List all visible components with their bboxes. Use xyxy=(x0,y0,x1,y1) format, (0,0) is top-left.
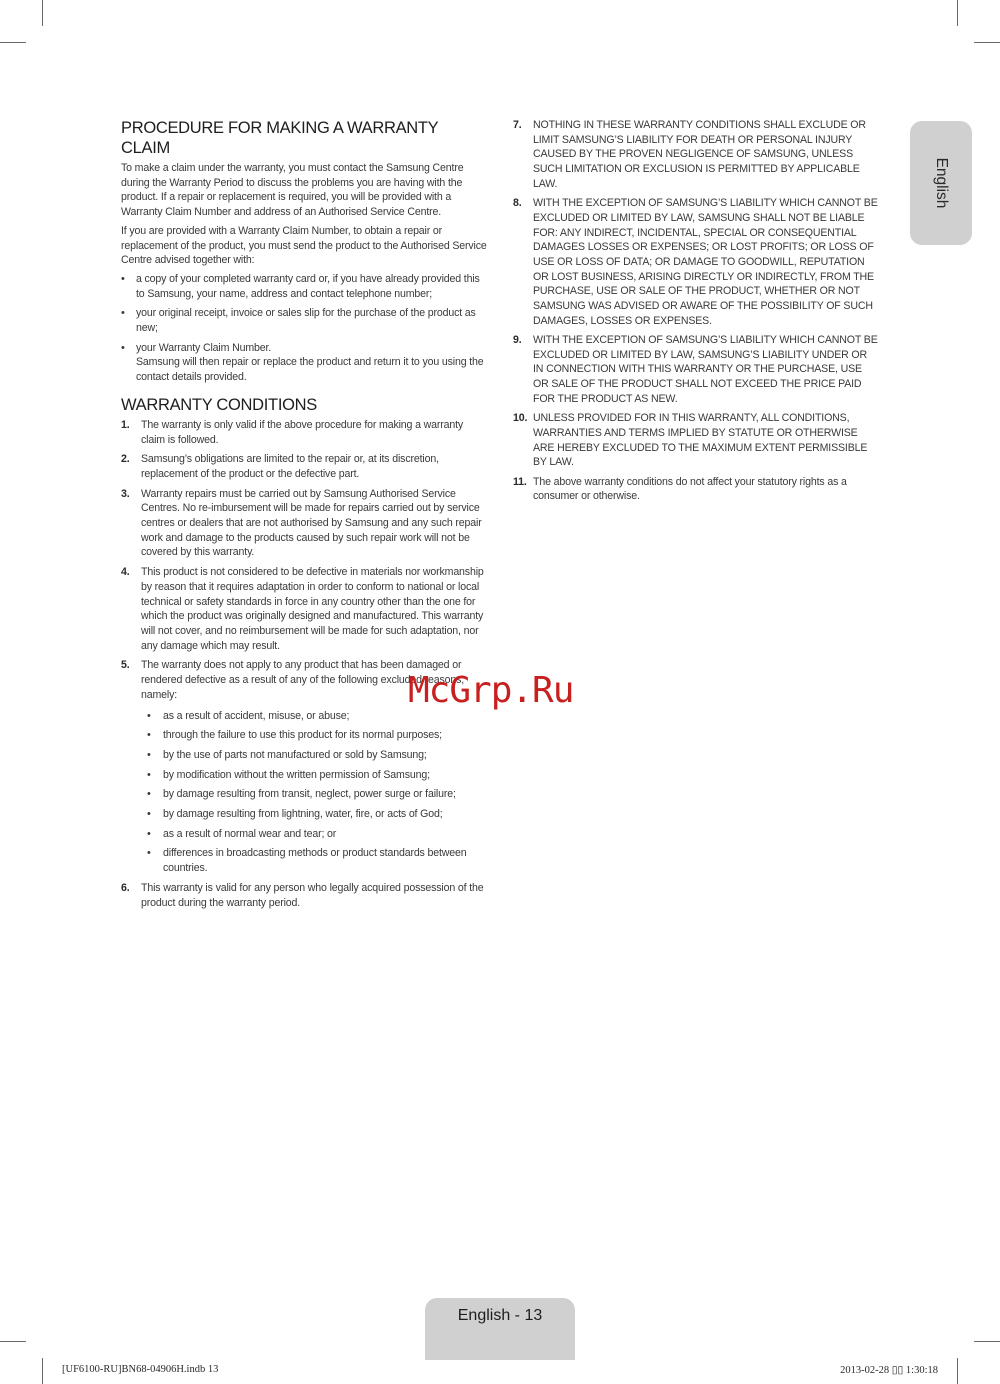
procedure-title: PROCEDURE FOR MAKING A WARRANTY CLAIM xyxy=(121,119,439,157)
crop-mark xyxy=(974,1341,1000,1342)
procedure-closing: Samsung will then repair or replace the product and return it to you using the contact details provided. xyxy=(136,356,484,384)
condition-item: 5. The warranty does not apply to any product that has been damaged or rendered defective as a result of any of the following excluded reasons, namely: • as a result of accident, misuse, or abuse; • through the failure to use this product for its normal purposes; • by the use of parts not manufactured or sold by Samsung; • by modification without the written permission of Samsung; • by damage resulting from transit, neglect, power surge or failure; • by damage resulting from lightning, water, fire, or acts of God; • as a result of normal wear and tear; or • differences in broadcasting methods or product standards between countries. xyxy=(121,658,487,875)
procedure-bullet-list xyxy=(121,272,487,385)
list-item: • a copy of your completed warranty card or, if you have already provided this to Samsung, your name, address and contact telephone number; xyxy=(121,272,487,301)
conditions-list-continued xyxy=(513,118,879,504)
list-item: • your Warranty Claim Number. Samsung will then repair or replace the product and return it to you using the contact details provided. xyxy=(121,341,487,385)
crop-mark xyxy=(0,42,26,43)
page-number-tab xyxy=(425,1298,575,1360)
page-number-label: English - 13 xyxy=(457,1307,543,1324)
language-side-tab xyxy=(910,121,972,245)
exclusions-list xyxy=(141,709,487,876)
footer-timestamp: 2013-02-28 ▯▯ 1:30:18 xyxy=(840,1365,938,1376)
list-item: • as a result of accident, misuse, or abuse; xyxy=(141,709,487,724)
list-item: • by damage resulting from lightning, water, fire, or acts of God; xyxy=(141,807,487,822)
list-item: • differences in broadcasting methods or product standards between countries. xyxy=(141,846,487,875)
condition-item: 7. NOTHING IN THESE WARRANTY CONDITIONS SHALL EXCLUDE OR LIMIT SAMSUNG’S LIABILITY FOR DEATH OR PERSONAL INJURY CAUSED BY THE PROVEN NEGLIGENCE OF SAMSUNG, UNLESS SUCH LIMITATION OR EXCLUSION IS PERMITTED BY APPLICABLE LAW. xyxy=(513,119,866,190)
procedure-paragraph: To make a claim under the warranty, you must contact the Samsung Centre during the Warranty Period to discuss the problems you are having with the product. If a repair or replacement is required, you will be provided with a Warranty Claim Number and address of an Authorised Service Centre. xyxy=(121,162,464,219)
list-item: • your original receipt, invoice or sales slip for the purchase of the product as new; xyxy=(121,306,487,335)
crop-mark xyxy=(957,1358,958,1384)
crop-mark xyxy=(974,42,1000,43)
left-column xyxy=(121,118,487,915)
crop-mark xyxy=(42,0,43,26)
list-item: • as a result of normal wear and tear; or xyxy=(141,827,487,842)
procedure-paragraph: If you are provided with a Warranty Claim Number, to obtain a repair or replacement of the product, you must send the product to the Authorised Service Centre advised together with: xyxy=(121,224,487,267)
list-item: • by the use of parts not manufactured or sold by Samsung; xyxy=(141,748,487,763)
language-tab-label: English xyxy=(933,157,950,209)
crop-mark xyxy=(42,1358,43,1384)
condition-item: 2. Samsung’s obligations are limited to the repair or, at its discretion, replacement of the product or the defective part. xyxy=(121,453,439,480)
condition-item: 1. The warranty is only valid if the above procedure for making a warranty claim is followed. xyxy=(121,418,464,446)
conditions-list xyxy=(121,418,487,910)
list-item: • by modification without the written permission of Samsung; xyxy=(141,768,487,783)
conditions-title: WARRANTY CONDITIONS xyxy=(121,395,317,414)
crop-mark xyxy=(957,0,958,26)
condition-item: 3. Warranty repairs must be carried out by Samsung Authorised Service Centres. No re-imbursement will be made for repairs carried out by service centres or dealers that are not authorised by Samsung and any such repair work and damage to the products caused by such repair work will not be covered by this warranty. xyxy=(121,487,482,559)
crop-mark xyxy=(0,1341,26,1342)
watermark: McGrp.Ru xyxy=(408,670,574,711)
right-column xyxy=(513,118,879,509)
list-item: • through the failure to use this product for its normal purposes; xyxy=(141,728,487,743)
condition-item: 4. This product is not considered to be defective in materials nor workmanship by reason that it requires adaptation in order to conform to national or local technical or safety standards in force in any country other than the one for which the product was originally designed and manufactured. This warranty will not cover, and no reimbursement will be made for such adaptation, nor any damage which may result. xyxy=(121,566,484,652)
condition-item: 6. This warranty is valid for any person who legally acquired possession of the product during the warranty period. xyxy=(121,881,484,909)
footer-file-info: [UF6100-RU]BN68-04906H.indb 13 xyxy=(62,1364,219,1375)
condition-item: 8. WITH THE EXCEPTION OF SAMSUNG’S LIABILITY WHICH CANNOT BE EXCLUDED OR LIMITED BY LAW, SAMSUNG SHALL NOT BE LIABLE FOR: ANY INDIRECT, INCIDENTAL, SPECIAL OR CONSEQUENTIAL DAMAGES LOSSES OR EXPENSES; OR LOST PROFITS; OR LOSS OF USE OR LOSS OF DATA; OR DAMAGE TO GOODWILL, REPUTATION OR LOST BUSINESS, ARISING DIRECTLY OR INDIRECTLY, FROM THE PURCHASE, USE OR SALE OF THE PRODUCT, WHETHER OR NOT SAMSUNG WAS ADVISED OR AWARE OF THE POSSIBILITY OF SUCH DAMAGES, LOSSES OR EXPENSES. xyxy=(513,197,878,327)
list-item: • by damage resulting from transit, neglect, power surge or failure; xyxy=(141,787,487,802)
condition-item: 9. WITH THE EXCEPTION OF SAMSUNG’S LIABILITY WHICH CANNOT BE EXCLUDED OR LIMITED BY LAW, SAMSUNG’S LIABILITY UNDER OR IN CONNECTION WITH THIS WARRANTY OR THE PURCHASE, USE OR SALE OF THE PRODUCT SHALL NOT EXCEED THE PRICE PAID FOR THE PRODUCT AS NEW. xyxy=(513,334,878,405)
condition-item: 11. The above warranty conditions do not affect your statutory rights as a consumer or otherwise. xyxy=(513,475,847,503)
condition-item: 10. UNLESS PROVIDED FOR IN THIS WARRANTY, ALL CONDITIONS, WARRANTIES AND TERMS IMPLIED BY STATUTE OR OTHERWISE ARE HEREBY EXCLUDED TO THE MAXIMUM EXTENT PERMISSIBLE BY LAW. xyxy=(513,412,868,469)
